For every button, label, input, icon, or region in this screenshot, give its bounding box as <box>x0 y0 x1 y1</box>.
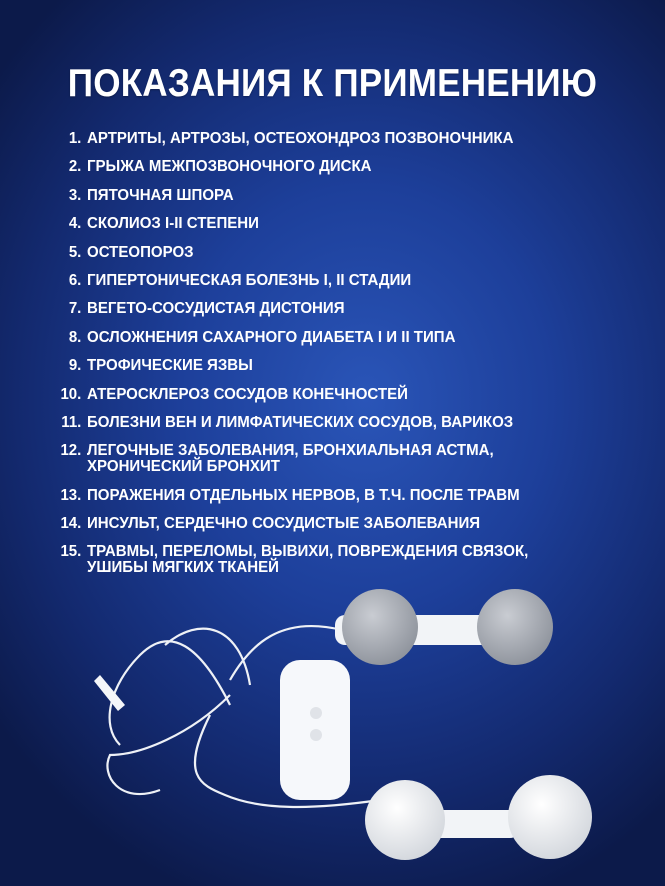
list-item <box>40 358 604 374</box>
list-item <box>40 516 604 532</box>
item-number: 8. <box>68 328 82 346</box>
item-number: 5. <box>68 243 82 261</box>
item-number: 6. <box>68 271 82 289</box>
gray-electrodes <box>335 589 553 665</box>
item-text: ОСТЕОПОРОЗ <box>87 243 194 261</box>
list-item <box>40 387 604 403</box>
item-number: 2. <box>68 158 82 176</box>
item-number: 12. <box>60 442 82 460</box>
item-text: СКОЛИОЗ I-II СТЕПЕНИ <box>87 215 259 233</box>
item-number: 4. <box>68 215 82 233</box>
item-number: 10. <box>60 385 82 403</box>
item-number: 1. <box>68 130 82 147</box>
item-text: БОЛЕЗНИ ВЕН И ЛИМФАТИЧЕСКИХ СОСУДОВ, ВАРИКОЗ <box>87 413 514 431</box>
item-number: 9. <box>68 357 82 375</box>
list-item <box>40 330 604 346</box>
item-number: 3. <box>68 186 82 204</box>
white-electrodes <box>365 775 592 860</box>
item-text: ГРЫЖА МЕЖПОЗВОНОЧНОГО ДИСКА <box>87 158 372 176</box>
item-text: ВЕГЕТО-СОСУДИСТАЯ ДИСТОНИЯ <box>87 300 345 318</box>
list-item <box>40 245 604 261</box>
indications-list <box>40 131 640 589</box>
item-text: ГИПЕРТОНИЧЕСКАЯ БОЛЕЗНЬ I, II СТАДИИ <box>87 271 412 289</box>
list-item <box>40 273 604 289</box>
item-text: ТРОФИЧЕСКИЕ ЯЗВЫ <box>87 357 253 375</box>
list-item <box>40 131 604 147</box>
list-item <box>40 443 604 475</box>
list-item <box>40 415 604 431</box>
controller <box>280 660 350 800</box>
item-number: 15. <box>60 543 82 561</box>
item-number: 11. <box>61 413 82 431</box>
item-text: ОСЛОЖНЕНИЯ САХАРНОГО ДИАБЕТА I И II ТИПА <box>87 328 456 346</box>
device-image <box>80 585 620 885</box>
item-text: АРТРИТЫ, АРТРОЗЫ, ОСТЕОХОНДРОЗ ПОЗВОНОЧНИКА <box>87 130 514 147</box>
list-item <box>40 159 604 175</box>
item-text: ПЯТОЧНАЯ ШПОРА <box>87 186 234 204</box>
item-number: 7. <box>68 300 82 318</box>
item-text: ТРАВМЫ, ПЕРЕЛОМЫ, ВЫВИХИ, ПОВРЕЖДЕНИЯ СВЯЗОК, УШИБЫ МЯГКИХ ТКАНЕЙ <box>87 543 529 577</box>
item-text: ЛЕГОЧНЫЕ ЗАБОЛЕВАНИЯ, БРОНХИАЛЬНАЯ АСТМА, ХРОНИЧЕСКИЙ БРОНХИТ <box>87 442 494 476</box>
list-item <box>40 301 604 317</box>
item-text: ПОРАЖЕНИЯ ОТДЕЛЬНЫХ НЕРВОВ, В Т.Ч. ПОСЛЕ ТРАВМ <box>87 486 520 504</box>
item-text: ИНСУЛЬТ, СЕРДЕЧНО СОСУДИСТЫЕ ЗАБОЛЕВАНИЯ <box>87 515 481 533</box>
list-item <box>40 216 604 232</box>
list-item <box>40 488 604 504</box>
item-number: 14. <box>60 515 82 533</box>
item-number: 13. <box>60 486 82 504</box>
item-text: АТЕРОСКЛЕРОЗ СОСУДОВ КОНЕЧНОСТЕЙ <box>87 385 408 403</box>
list-item <box>40 544 604 576</box>
page-title: ПОКАЗАНИЯ К ПРИМЕНЕНИЮ <box>67 62 598 105</box>
list-item <box>40 188 604 204</box>
